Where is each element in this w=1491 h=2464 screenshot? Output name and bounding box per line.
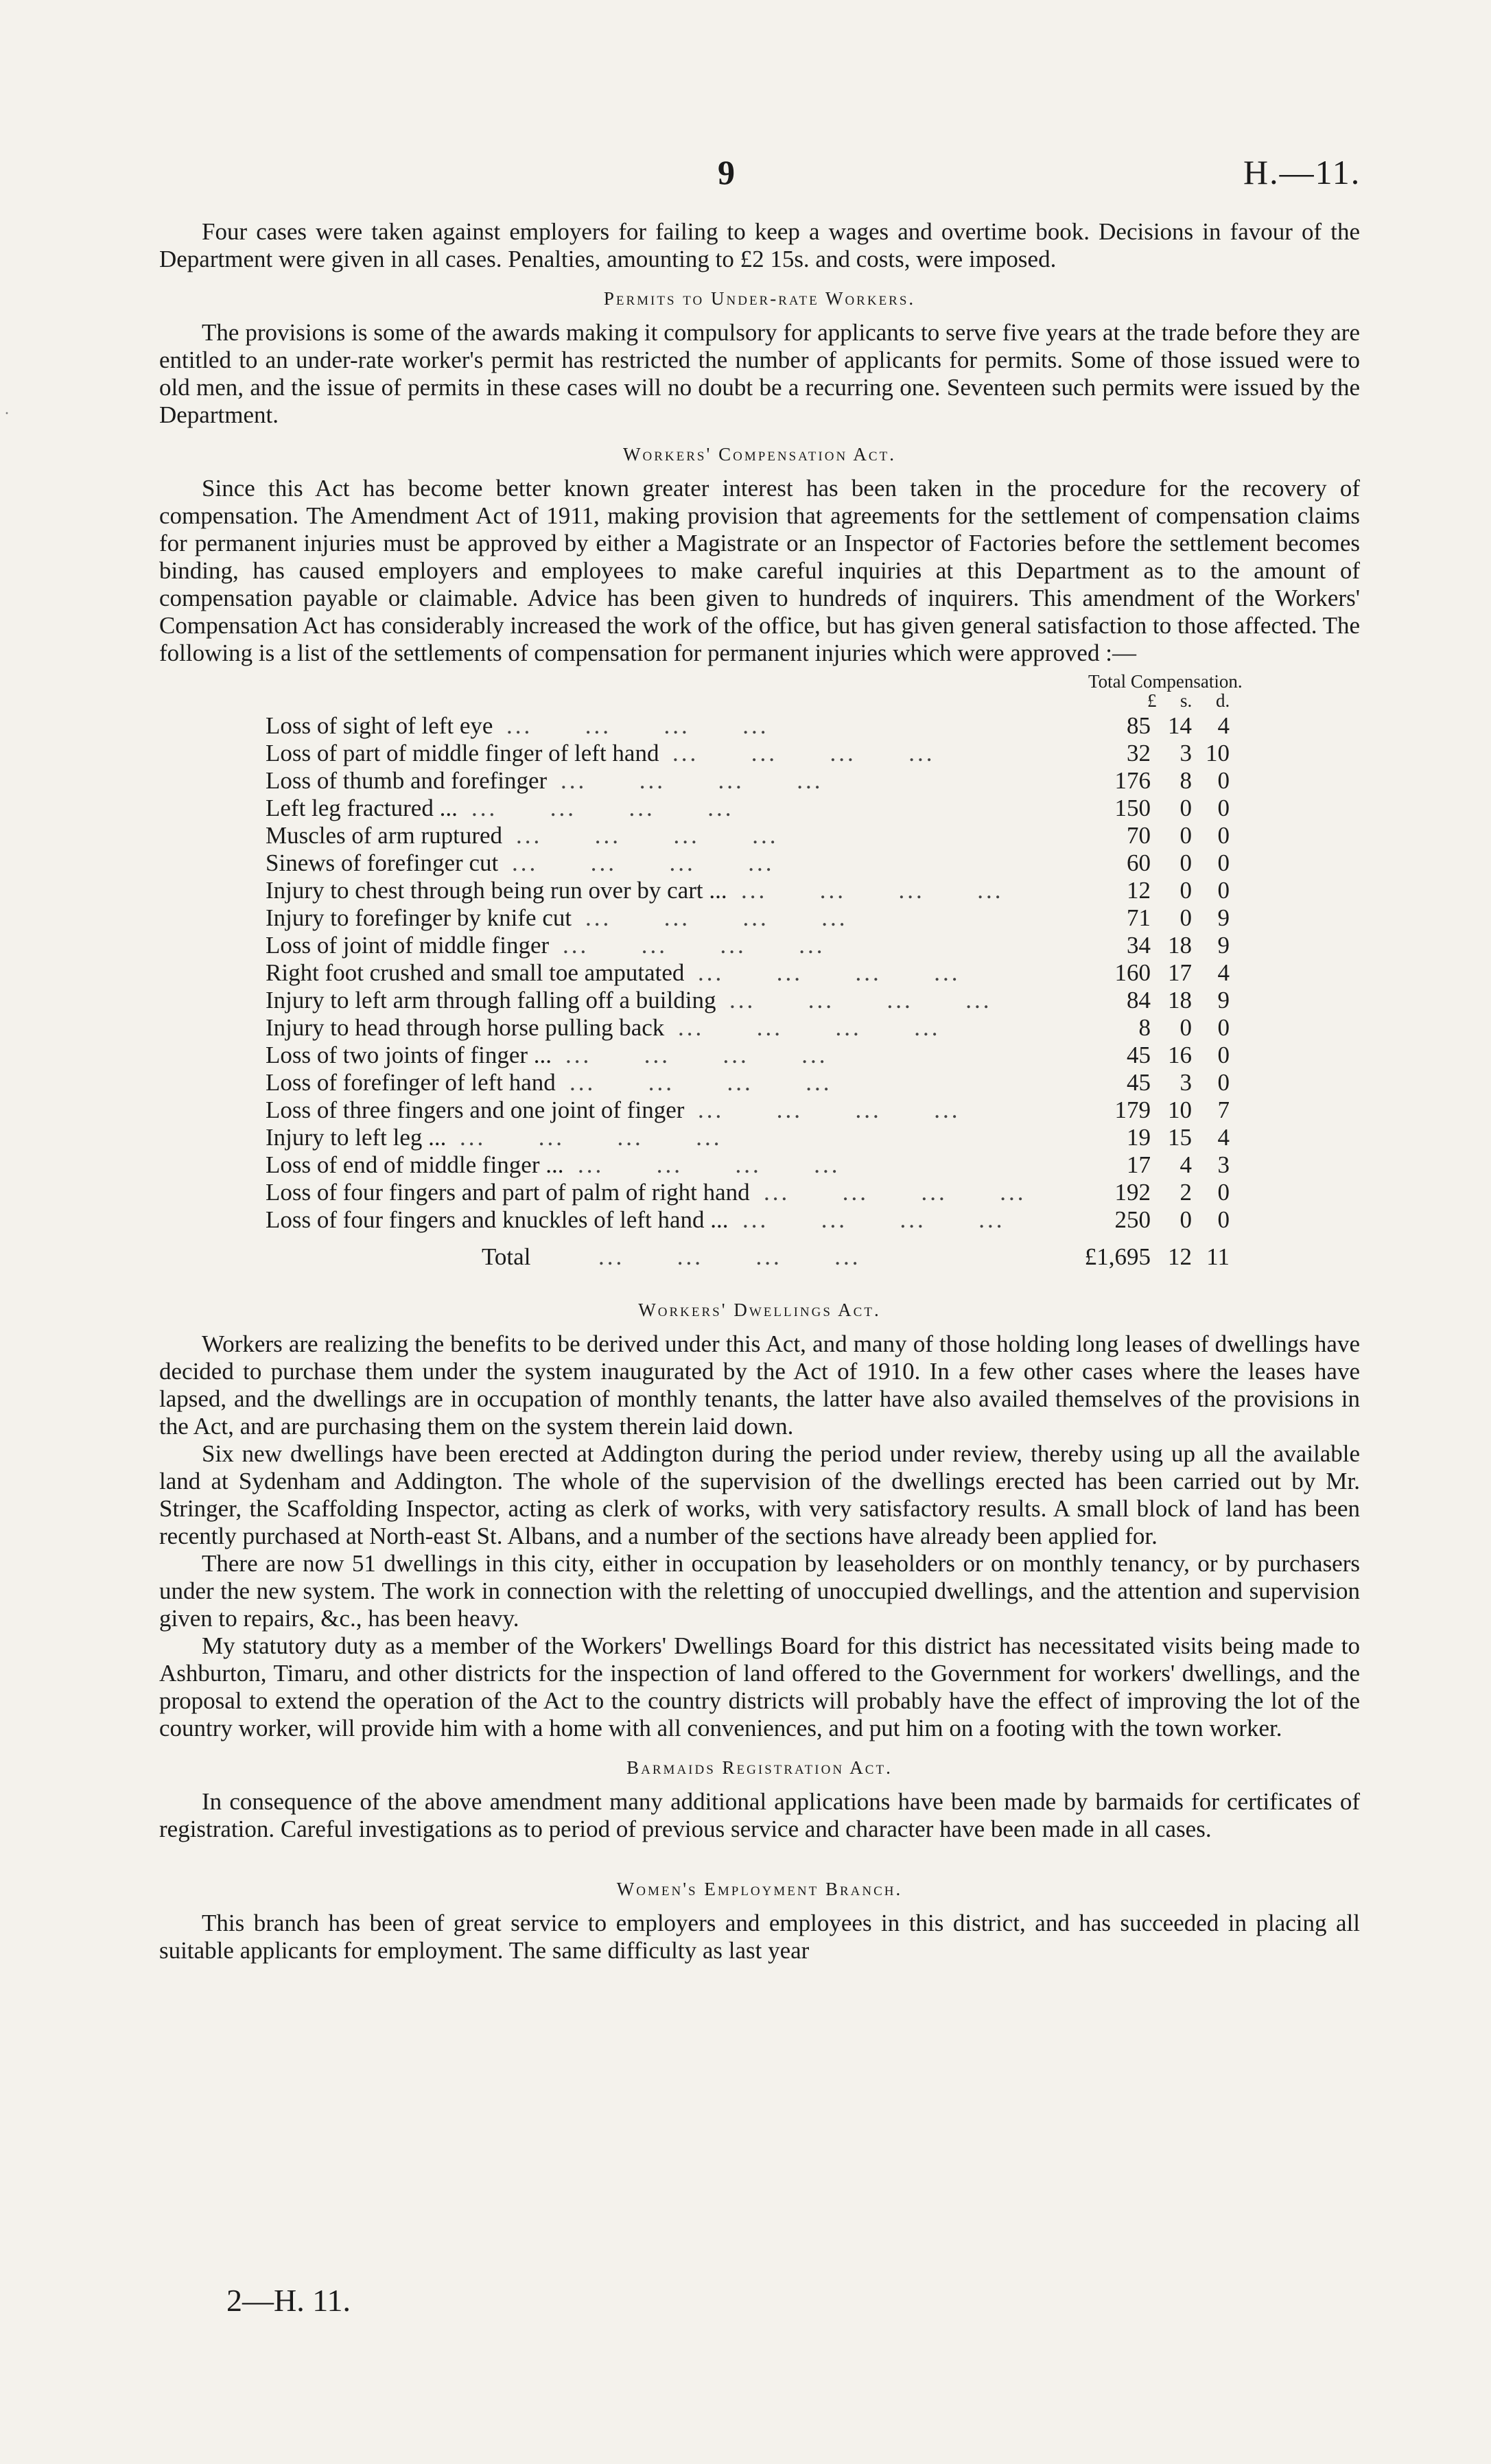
- pounds-value: 150: [1114, 795, 1151, 821]
- shillings-value: 10: [1168, 1096, 1192, 1123]
- shillings-value: 16: [1168, 1042, 1192, 1068]
- margin-speck: ·: [4, 405, 10, 423]
- compensation-total-row: [159, 1243, 1360, 1284]
- injury-description: Muscles of arm ruptured: [266, 822, 503, 849]
- total-label: Total: [482, 1243, 531, 1270]
- pounds-value: 250: [1114, 1206, 1151, 1233]
- compensation-heading: Workers' Compensation Act.: [623, 444, 896, 465]
- leader-dots: ... ... ... ...: [598, 1243, 861, 1270]
- document-reference: H.—11.: [1243, 153, 1361, 191]
- shillings-value: 3: [1179, 740, 1192, 766]
- compensation-row: [159, 1206, 1360, 1234]
- pounds-value: 12: [1127, 877, 1151, 904]
- compensation-row: [159, 1124, 1360, 1151]
- signature-mark: 2—H. 11.: [226, 2283, 351, 2318]
- intro-paragraph: Four cases were taken against employers for failing to keep a wages and overtime book. Decisions in favour of the Department were given in all cases. Penalties, amounting to £2 15s. and costs, were imposed.: [159, 218, 1360, 272]
- pounds-value: 70: [1127, 822, 1151, 849]
- pence-value: 0: [1217, 822, 1230, 849]
- shillings-value: 0: [1179, 822, 1192, 849]
- shillings-value: 0: [1179, 795, 1192, 821]
- leader-dots: ... ... ... ...: [729, 987, 992, 1013]
- womens-heading: Women's Employment Branch.: [616, 1879, 903, 1899]
- barmaids-heading: Barmaids Registration Act.: [626, 1757, 893, 1778]
- compensation-row: [159, 1151, 1360, 1179]
- compensation-row: [159, 904, 1360, 932]
- pounds-value: 45: [1127, 1042, 1151, 1068]
- compensation-row: [159, 1096, 1360, 1124]
- womens-paragraph: This branch has been of great service to employers and employees in this district, and has succeeded in placing all suitable applicants for employment. The same difficulty as last year: [159, 1910, 1360, 1964]
- injury-description: Loss of three fingers and one joint of finger: [266, 1096, 685, 1123]
- pounds-value: 17: [1127, 1151, 1151, 1178]
- compensation-row: [159, 1014, 1360, 1042]
- compensation-row: [159, 849, 1360, 877]
- shillings-value: 15: [1168, 1124, 1192, 1151]
- total-pence: 11: [1206, 1243, 1230, 1270]
- compensation-row: [159, 795, 1360, 822]
- injury-description: Loss of part of middle finger of left hand: [266, 740, 659, 766]
- pence-value: 7: [1217, 1096, 1230, 1123]
- compensation-row: [159, 712, 1360, 740]
- pence-value: 0: [1217, 1179, 1230, 1206]
- compensation-row: [159, 767, 1360, 795]
- compensation-row: [159, 1179, 1360, 1206]
- injury-description: Injury to chest through being run over by cart ...: [266, 877, 727, 904]
- shillings-value: 8: [1179, 767, 1192, 794]
- leader-dots: ... ... ... ...: [471, 795, 734, 821]
- shillings-value: 0: [1179, 849, 1192, 876]
- pence-value: 9: [1217, 987, 1230, 1013]
- pounds-value: 85: [1127, 712, 1151, 739]
- pounds-value: 60: [1127, 849, 1151, 876]
- pence-value: 0: [1217, 877, 1230, 904]
- pence-value: 10: [1206, 740, 1230, 766]
- leader-dots: ... ... ... ...: [506, 712, 769, 739]
- dwellings-paragraph-2: Six new dwellings have been erected at Addington during the period under review, thereby using up all the available land at Sydenham and Addington. The whole of the supervision of the dwellings erected has been carried out by Mr. Stringer, the Scaffolding Inspector, acting as clerk of works, with very satisfactory results. A small block of land has been recently purchased at North-east St. Albans, and a number of the sections have already been applied for.: [159, 1440, 1360, 1549]
- leader-dots: ... ... ... ...: [678, 1014, 941, 1041]
- compensation-row: [159, 1069, 1360, 1096]
- injury-description: Injury to forefinger by knife cut: [266, 904, 572, 931]
- compensation-row: [159, 959, 1360, 987]
- compensation-rows: [159, 712, 1360, 1234]
- pence-value: 4: [1217, 959, 1230, 986]
- injury-description: Sinews of forefinger cut: [266, 849, 499, 876]
- pence-value: 0: [1217, 1069, 1230, 1096]
- injury-description: Injury to left arm through falling off a building: [266, 987, 716, 1013]
- injury-description: Left leg fractured ...: [266, 795, 458, 821]
- dwellings-heading: Workers' Dwellings Act.: [638, 1300, 881, 1320]
- compensation-table: [159, 671, 1360, 1284]
- pounds-value: 71: [1127, 904, 1151, 931]
- dwellings-paragraph-1: Workers are realizing the benefits to be derived under this Act, and many of those holding long leases of dwellings have decided to purchase them under the system inaugurated by the Act of 1910. In a few other cases where the leases have lapsed, and the dwellings are in occupation of monthly tenants, the latter have also availed themselves of the provisions in the Act, and are purchasing them on the system therein laid down.: [159, 1330, 1360, 1440]
- pence-value: 0: [1217, 1206, 1230, 1233]
- leader-dots: ... ... ... ...: [764, 1179, 1026, 1206]
- leader-dots: ... ... ... ...: [585, 904, 848, 931]
- shillings-unit: s.: [1180, 690, 1193, 711]
- total-compensation-header: Total Compensation.: [1088, 671, 1243, 692]
- dwellings-paragraph-4: My statutory duty as a member of the Workers' Dwellings Board for this district has necessitated visits being made to Ashburton, Timaru, and other districts for the inspection of land offered to the Government for workers' dwellings, and the proposal to extend the operation of the Act to the country districts will probably have the effect of improving the lot of the country worker, will provide him with a home with all conveniences, and put him on a footing with the town worker.: [159, 1632, 1360, 1741]
- injury-description: Loss of four fingers and part of palm of right hand: [266, 1179, 750, 1206]
- dwellings-paragraph-3: There are now 51 dwellings in this city, either in occupation by leaseholders or on monthly tenancy, or by purchasers under the new system. The work in connection with the reletting of unoccupied dwellings, and the attention and supervision given to repairs, &c., has been heavy.: [159, 1550, 1360, 1632]
- compensation-row: [159, 932, 1360, 959]
- shillings-value: 2: [1179, 1179, 1192, 1206]
- leader-dots: ... ... ... ...: [563, 932, 825, 959]
- compensation-table-header: [159, 671, 1360, 712]
- compensation-row: [159, 877, 1360, 904]
- injury-description: Loss of joint of middle finger: [266, 932, 550, 959]
- pounds-value: 8: [1138, 1014, 1151, 1041]
- shillings-value: 0: [1179, 877, 1192, 904]
- pounds-unit: £: [1147, 690, 1157, 711]
- total-shillings: 12: [1168, 1243, 1192, 1270]
- leader-dots: ... ... ... ...: [512, 849, 775, 876]
- pounds-value: 84: [1127, 987, 1151, 1013]
- pence-value: 0: [1217, 767, 1230, 794]
- shillings-value: 4: [1179, 1151, 1192, 1178]
- injury-description: Injury to head through horse pulling back: [266, 1014, 665, 1041]
- total-pounds: £1,695: [1084, 1243, 1151, 1270]
- pounds-value: 192: [1114, 1179, 1151, 1206]
- injury-description: Right foot crushed and small toe amputated: [266, 959, 685, 986]
- leader-dots: ... ... ... ...: [698, 959, 961, 986]
- leader-dots: ... ... ... ...: [570, 1069, 832, 1096]
- leader-dots: ... ... ... ...: [741, 877, 1004, 904]
- leader-dots: ... ... ... ...: [516, 822, 779, 849]
- pence-value: 9: [1217, 932, 1230, 959]
- pounds-value: 32: [1127, 740, 1151, 766]
- injury-description: Loss of forefinger of left hand: [266, 1069, 556, 1096]
- leader-dots: ... ... ... ...: [565, 1042, 828, 1068]
- permits-paragraph: The provisions is some of the awards making it compulsory for applicants to serve five years at the trade before they are entitled to an under-rate worker's permit has restricted the number of applicants for permits. Some of those issued were to old men, and the issue of permits in these cases will no doubt be a recurring one. Seventeen such permits were issued by the Department.: [159, 319, 1360, 428]
- shillings-value: 0: [1179, 1206, 1192, 1233]
- leader-dots: ... ... ... ...: [672, 740, 935, 766]
- pounds-value: 179: [1114, 1096, 1151, 1123]
- shillings-value: 14: [1168, 712, 1192, 739]
- pounds-value: 176: [1114, 767, 1151, 794]
- shillings-value: 0: [1179, 904, 1192, 931]
- pounds-value: 160: [1114, 959, 1151, 986]
- injury-description: Loss of thumb and forefinger: [266, 767, 548, 794]
- compensation-row: [159, 1042, 1360, 1069]
- pence-value: 9: [1217, 904, 1230, 931]
- pence-value: 4: [1217, 712, 1230, 739]
- leader-dots: ... ... ... ...: [578, 1151, 841, 1178]
- shillings-value: 18: [1168, 932, 1192, 959]
- injury-description: Injury to left leg ...: [266, 1124, 447, 1151]
- injury-description: Loss of four fingers and knuckles of left hand ...: [266, 1206, 729, 1233]
- injury-description: Loss of two joints of finger ...: [266, 1042, 552, 1068]
- text-column: [159, 218, 1360, 1964]
- leader-dots: ... ... ... ...: [698, 1096, 961, 1123]
- shillings-value: 18: [1168, 987, 1192, 1013]
- pence-value: 4: [1217, 1124, 1230, 1151]
- shillings-value: 0: [1179, 1014, 1192, 1041]
- pence-value: 3: [1217, 1151, 1230, 1178]
- leader-dots: ... ... ... ...: [742, 1206, 1005, 1233]
- injury-description: Loss of sight of left eye: [266, 712, 493, 739]
- compensation-paragraph: Since this Act has become better known greater interest has been taken in the procedure for the recovery of compensation. The Amendment Act of 1911, making provision that agreements for the settlement of compensation claims for permanent injuries must be approved by either a Magistrate or an Inspector of Factories before the settlement becomes binding, has caused employers and employees to make careful inquiries at this Department as to the amount of compensation payable or claimable. Advice has been given to hundreds of inquirers. This amendment of the Workers' Compensation Act has considerably increased the work of the office, but has given general satisfaction to those affected. The following is a list of the settlements of compensation for permanent injuries which were approved :—: [159, 475, 1360, 666]
- pounds-value: 45: [1127, 1069, 1151, 1096]
- pence-unit: d.: [1216, 690, 1230, 711]
- permits-heading: Permits to Under-rate Workers.: [603, 288, 916, 309]
- pence-value: 0: [1217, 795, 1230, 821]
- compensation-row: [159, 740, 1360, 767]
- pence-value: 0: [1217, 849, 1230, 876]
- leader-dots: ... ... ... ...: [561, 767, 823, 794]
- compensation-row: [159, 987, 1360, 1014]
- pence-value: 0: [1217, 1014, 1230, 1041]
- shillings-value: 17: [1168, 959, 1192, 986]
- compensation-row: [159, 822, 1360, 849]
- shillings-value: 3: [1179, 1069, 1192, 1096]
- pounds-value: 19: [1127, 1124, 1151, 1151]
- injury-description: Loss of end of middle finger ...: [266, 1151, 564, 1178]
- page-number: 9: [718, 153, 735, 191]
- pounds-value: 34: [1127, 932, 1151, 959]
- barmaids-paragraph: In consequence of the above amendment many additional applications have been made by barmaids for certificates of registration. Careful investigations as to period of previous service and character have been made in all cases.: [159, 1788, 1360, 1842]
- pence-value: 0: [1217, 1042, 1230, 1068]
- leader-dots: ... ... ... ...: [460, 1124, 723, 1151]
